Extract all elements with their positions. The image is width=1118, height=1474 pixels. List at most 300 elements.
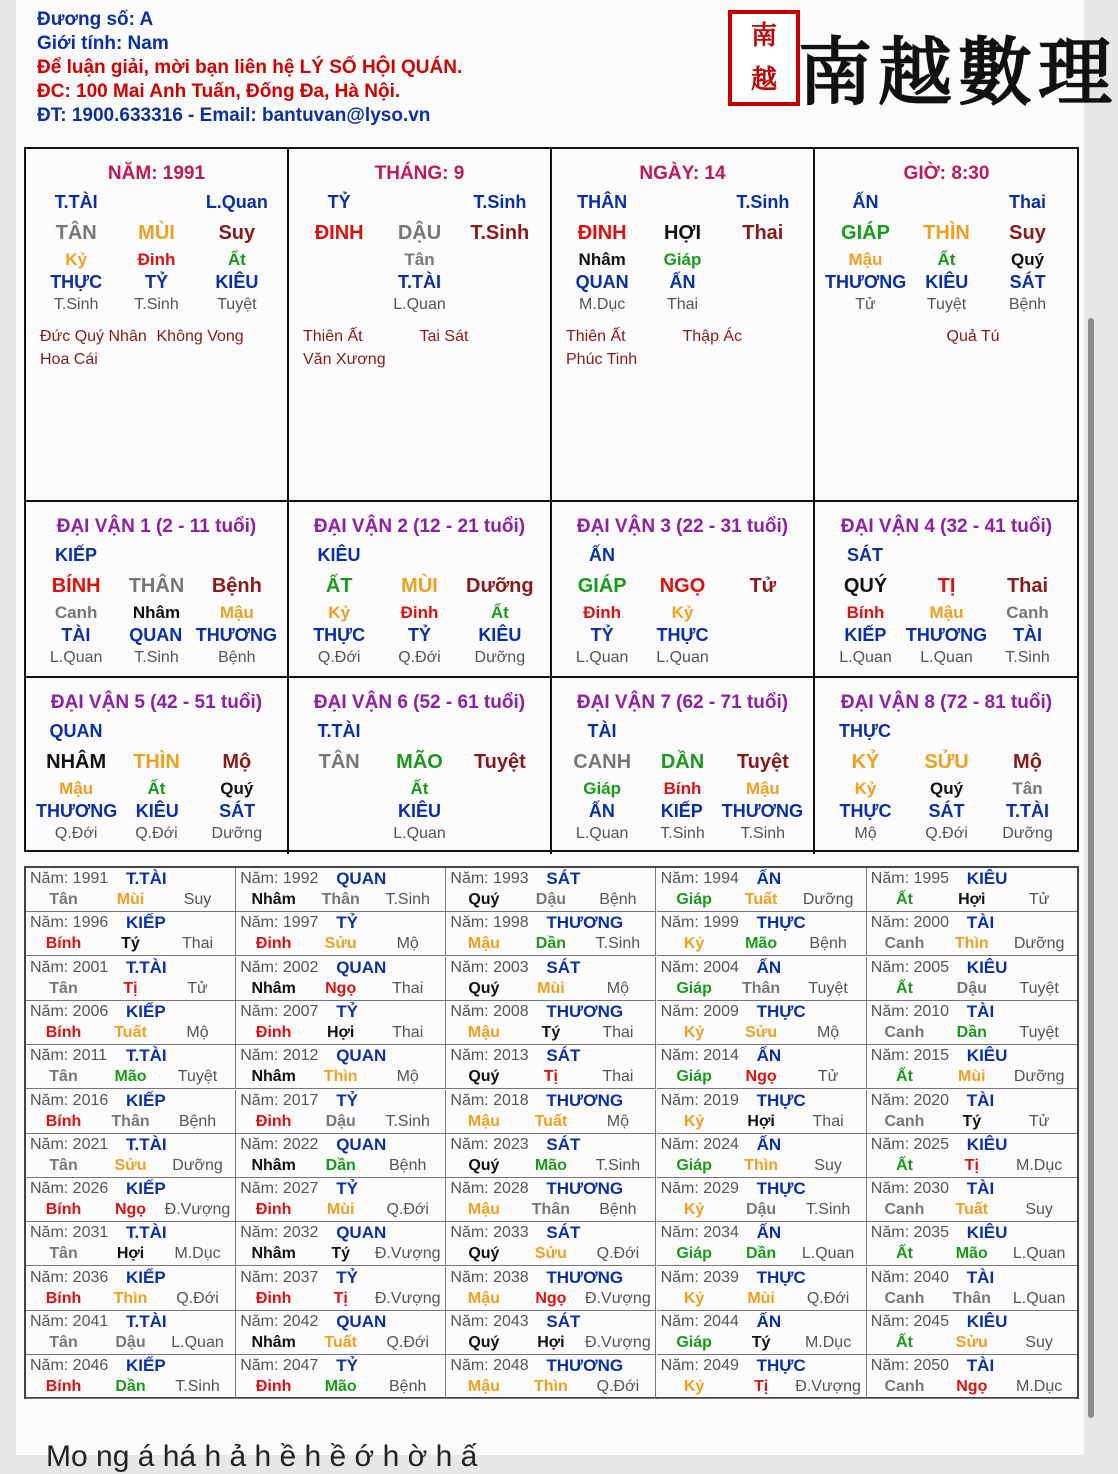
year-cell: [236, 1134, 446, 1178]
year-phase: M.Dục: [804, 1334, 852, 1351]
hidden-god: TÀI: [1013, 625, 1043, 645]
hidden-stem: [299, 778, 379, 800]
year-phase: Đ.Vượng: [374, 1289, 441, 1307]
year-cell: [657, 1045, 867, 1089]
year-phase: L.Quan: [1012, 1289, 1066, 1307]
star-name: Hoa Cái: [40, 351, 98, 368]
dai-van-god-row: [815, 540, 1078, 570]
hidden-phase-row: [815, 293, 1078, 317]
year-stem: Mậu: [467, 1289, 500, 1307]
year-branch: Hợi: [747, 1112, 775, 1130]
hidden-phase: Tử: [855, 296, 876, 313]
star-name: [420, 348, 537, 371]
year-pillar: [867, 933, 1077, 954]
year-god: KIÊU: [966, 1134, 1008, 1154]
year-branch: Dậu: [956, 979, 987, 997]
year-stem: Nhâm: [251, 1245, 296, 1263]
hidden-god: SÁT: [928, 801, 965, 821]
year-header: [657, 912, 866, 933]
hidden-phase: L.Quan: [575, 649, 629, 666]
year-pillar: [657, 1022, 866, 1043]
year-label: Năm: 1994: [660, 870, 739, 887]
year-stem: Nhâm: [251, 1334, 296, 1351]
year-phase: Đ.Vượng: [795, 1378, 861, 1396]
year-label: Năm: 2038: [450, 1268, 529, 1286]
year-branch: Tị: [543, 1068, 558, 1086]
year-header: [867, 868, 1077, 889]
year-phase: Q.Đới: [386, 1201, 429, 1219]
dai-van-title: ĐẠI VẬN 5 (42 - 51 tuổi): [50, 692, 263, 713]
hidden-phase: L.Quan: [839, 649, 892, 666]
hidden-phase: Q.Đới: [925, 825, 968, 842]
year-branch: Mão: [534, 1156, 567, 1174]
hidden-stem: [299, 249, 379, 271]
heavenly-stem: ĐINH: [577, 222, 627, 244]
hidden-stem: Quý: [929, 779, 964, 798]
footer-partial-text: Mo ng á há h ả h ề h ề ớ h ờ h ấ: [46, 1440, 478, 1473]
year-label: Năm: 2020: [870, 1091, 950, 1109]
year-label: Năm: 2047: [240, 1357, 319, 1375]
year-pillar: [26, 1066, 235, 1087]
star-name: Thiên Ất: [303, 328, 363, 345]
year-label: Năm: 2036: [30, 1268, 109, 1286]
year-pillar: [867, 978, 1077, 999]
year-cell: [446, 1311, 656, 1355]
year-god: TÀI: [966, 1090, 995, 1110]
dai-van-title: ĐẠI VẬN 8 (72 - 81 tuổi): [840, 692, 1053, 713]
year-header: [236, 1045, 445, 1066]
year-label: Năm: 2007: [240, 1002, 319, 1020]
year-label: Năm: 2018: [450, 1091, 529, 1109]
year-header: [26, 868, 235, 889]
year-label: Năm: 2003: [450, 958, 529, 976]
year-label: Năm: 2014: [660, 1047, 739, 1065]
year-god: TỶ: [336, 1001, 358, 1021]
contact-address: ĐC: 100 Mai Anh Tuấn, Đống Đa, Hà Nội.: [37, 81, 401, 102]
year-stem: Kỷ: [683, 1112, 705, 1130]
pillar-gods-row: [289, 187, 550, 217]
year-pillar: [236, 1243, 445, 1264]
year-phase: Thai: [181, 935, 214, 953]
year-stem: Quý: [468, 1156, 500, 1174]
year-branch: Ngọ: [956, 1378, 988, 1396]
year-header: [657, 1178, 866, 1199]
year-stem: Tân: [49, 1334, 78, 1351]
hidden-phase: [460, 293, 540, 317]
year-phase: Mộ: [816, 1023, 840, 1041]
year-cell: [236, 1178, 446, 1222]
year-label: Năm: 2000: [870, 914, 950, 932]
hidden-phase: L.Quan: [49, 649, 103, 666]
year-label: Năm: 1996: [30, 914, 109, 932]
dai-van-title: ĐẠI VẬN 6 (52 - 61 tuổi): [313, 692, 526, 713]
hidden-stem: Canh: [54, 603, 98, 622]
year-cell: [236, 1355, 446, 1399]
dai-van-cell: [815, 678, 1078, 854]
year-god: SÁT: [546, 1046, 581, 1066]
year-label: Năm: 2025: [870, 1135, 950, 1153]
hidden-stem: Giáp: [663, 250, 702, 269]
heavenly-stem: QUÝ: [843, 575, 888, 597]
dai-van-stem-branch-row: [289, 570, 550, 602]
hidden-stem: Kỷ: [328, 603, 351, 622]
hidden-god: THƯƠNG: [195, 625, 277, 645]
year-cell: [657, 1311, 867, 1355]
year-branch: Tý: [751, 1334, 771, 1351]
year-stem: Giáp: [676, 1156, 712, 1174]
year-cell: [867, 1134, 1077, 1178]
special-stars: [26, 317, 287, 379]
year-cell: [446, 1178, 656, 1222]
year-stem: Bính: [45, 935, 82, 953]
year-header: [26, 1134, 235, 1155]
year-header: [236, 1355, 445, 1376]
year-cell: [236, 1311, 446, 1355]
year-stem: Nhâm: [251, 891, 296, 908]
life-phase: Suy: [1009, 222, 1046, 244]
year-phase: Dưỡng: [1013, 1068, 1065, 1086]
year-cell: [446, 868, 656, 912]
earthly-branch: DẦN: [660, 751, 705, 773]
year-phase: Tuyệt: [808, 979, 848, 997]
year-god: KIẾP: [126, 1356, 166, 1376]
hidden-phase: Tuyệt: [926, 296, 967, 313]
hidden-phase: Bệnh: [218, 649, 256, 666]
brand-logo: [728, 10, 1118, 116]
year-stem: Quý: [468, 891, 500, 908]
dai-van-title: ĐẠI VẬN 1 (2 - 11 tuổi): [56, 516, 257, 537]
year-god: THƯƠNG: [546, 913, 624, 933]
year-phase: Tuyệt: [177, 1068, 218, 1086]
year-branch: Dần: [115, 1378, 146, 1396]
stem-god: ẤN: [852, 192, 879, 212]
star-name: [683, 348, 800, 371]
year-label: Năm: 2026: [30, 1180, 109, 1198]
year-cell: [657, 1134, 867, 1178]
year-god: QUAN: [336, 1046, 387, 1066]
stem-god: KIÊU: [317, 545, 361, 565]
year-god: TỶ: [336, 913, 358, 933]
year-pillar: [446, 1066, 655, 1087]
year-god: ẤN: [756, 1046, 782, 1066]
year-cell: [867, 1355, 1077, 1399]
year-stem: Canh: [884, 1289, 925, 1307]
hidden-phase: T.Sinh: [53, 296, 99, 313]
year-stem: Giáp: [676, 1334, 712, 1351]
calligraphy-title: 南越數理: [798, 30, 1118, 116]
year-header: [867, 957, 1077, 978]
year-god: KIẾP: [126, 1090, 166, 1110]
year-pillar: [657, 933, 866, 954]
star-name: Thập Ác: [682, 328, 743, 345]
year-pillar: [446, 933, 655, 954]
year-god: KIÊU: [966, 1312, 1008, 1331]
year-phase: M.Dục: [1016, 1156, 1063, 1174]
hidden-gods-row: [26, 624, 287, 646]
year-pillar: [867, 1155, 1077, 1176]
hidden-phase: Thai: [666, 296, 699, 313]
year-header: [867, 1045, 1077, 1066]
year-god: SÁT: [546, 869, 581, 888]
year-header: [657, 1134, 866, 1155]
year-stem: Mậu: [467, 1378, 500, 1396]
year-label: Năm: 2023: [450, 1135, 529, 1153]
heavenly-stem: KỶ: [851, 751, 880, 773]
year-god: SÁT: [546, 1312, 581, 1331]
heavenly-stem: GIÁP: [841, 222, 890, 244]
year-god: SÁT: [546, 957, 581, 977]
red-seal-stamp: 南 越: [728, 10, 800, 106]
dai-van-stem-branch-row: [552, 570, 813, 602]
client-gender: Giới tính: Nam: [37, 33, 169, 54]
hidden-phase: L.Quan: [656, 649, 709, 666]
hidden-gods-row: [26, 271, 287, 293]
dai-van-god-row: [289, 716, 550, 746]
year-header: [446, 1178, 655, 1199]
year-label: Năm: 2043: [450, 1313, 529, 1330]
year-cell: [657, 912, 867, 956]
year-branch: Thìn: [323, 1068, 358, 1086]
year-pillar: [236, 1332, 445, 1353]
year-header: [446, 957, 655, 978]
year-header: [236, 1001, 445, 1022]
year-header: [26, 1355, 235, 1376]
year-phase: Mộ: [396, 1068, 419, 1086]
year-god: T.TÀI: [126, 1312, 167, 1331]
year-label: Năm: 2027: [240, 1180, 319, 1198]
year-phase: Tuyệt: [1019, 1023, 1059, 1041]
year-header: [867, 1267, 1077, 1288]
year-cell: [236, 1267, 446, 1311]
year-cell: [446, 1045, 656, 1089]
year-pillar: [446, 1332, 655, 1353]
year-cell: [657, 1355, 867, 1399]
year-header: [867, 1134, 1077, 1155]
year-branch: Ngọ: [535, 1289, 567, 1307]
year-branch: Tý: [331, 1245, 351, 1263]
hidden-god: T.TÀI: [397, 272, 441, 292]
year-branch: Tuất: [955, 1201, 989, 1219]
year-header: [26, 1045, 235, 1066]
dai-van-stem-branch-row: [26, 570, 287, 602]
year-header: [446, 1001, 655, 1022]
year-stem: Giáp: [676, 891, 712, 908]
year-phase: L.Quan: [171, 1334, 224, 1351]
star-name: Tai Sát: [419, 328, 469, 345]
dai-van-stem-branch-row: [289, 746, 550, 778]
earthly-branch: HỢI: [663, 222, 702, 244]
year-label: Năm: 2046: [30, 1357, 109, 1375]
year-cell: [26, 1267, 236, 1311]
year-stem: Quý: [468, 1334, 500, 1351]
year-god: QUAN: [336, 957, 387, 977]
year-phase: Tuyệt: [1019, 979, 1059, 997]
life-phase: Dưỡng: [466, 575, 534, 597]
year-god: KIẾP: [126, 913, 166, 933]
year-header: [236, 957, 445, 978]
year-branch: Ngọ: [114, 1201, 147, 1219]
year-phase: Bệnh: [599, 891, 637, 908]
year-stem: Đinh: [255, 1289, 292, 1307]
hidden-god: SÁT: [219, 801, 256, 821]
year-pillar: [657, 1376, 866, 1397]
earthly-branch: NGỌ: [659, 575, 706, 597]
hidden-gods-row: [552, 800, 813, 822]
year-phase: M.Dục: [174, 1245, 221, 1263]
year-pillar: [446, 1243, 655, 1264]
year-header: [867, 912, 1077, 933]
year-header: [446, 1045, 655, 1066]
hidden-phase: T.Sinh: [740, 825, 786, 842]
year-cell: [446, 1001, 656, 1045]
year-header: [236, 1090, 445, 1111]
hidden-phase: Bệnh: [1008, 296, 1047, 313]
hidden-stem: Tân: [1012, 779, 1043, 798]
hidden-phase-row: [552, 646, 813, 670]
year-cell: [26, 1222, 236, 1266]
year-stem: Quý: [468, 1245, 500, 1263]
year-pillar: [236, 1111, 445, 1132]
year-header: [26, 1178, 235, 1199]
year-branch: Tị: [964, 1156, 979, 1174]
dai-van-cell: [26, 678, 289, 854]
hidden-phase-row: [815, 646, 1078, 670]
year-header: [26, 1222, 235, 1243]
contact-phone-email: ĐT: 1900.633316 - Email: bantuvan@lyso.vn: [37, 105, 431, 126]
year-pillar: [867, 1111, 1077, 1132]
year-label: Năm: 2034: [660, 1224, 739, 1242]
year-god: QUAN: [336, 1312, 387, 1331]
year-pillar: [26, 1155, 235, 1176]
year-cell: [657, 1267, 867, 1311]
hidden-stem: Ất: [227, 250, 246, 269]
year-cell: [867, 957, 1077, 1001]
year-header: [867, 1090, 1077, 1111]
year-branch: Hợi: [116, 1245, 145, 1263]
scrollbar[interactable]: [1088, 318, 1094, 1418]
year-stem: Bính: [45, 1112, 82, 1130]
hidden-god: [299, 800, 379, 822]
spacer: [906, 187, 987, 217]
hidden-phase: [723, 646, 803, 670]
year-branch: Thân: [952, 1289, 991, 1307]
year-god: ẤN: [756, 1223, 782, 1243]
year-header: [26, 1267, 235, 1288]
year-cell: [26, 1355, 236, 1399]
year-phase: Q.Đới: [596, 1378, 640, 1396]
year-label: Năm: 2009: [660, 1002, 739, 1020]
year-label: Năm: 2042: [240, 1313, 319, 1330]
year-pillar: [26, 1376, 235, 1397]
year-phase: T.Sinh: [175, 1378, 220, 1396]
year-stem: Nhâm: [251, 979, 296, 997]
hidden-god: KIÊU: [925, 272, 969, 292]
year-branch: Sửu: [114, 1156, 147, 1174]
year-header: [657, 1001, 866, 1022]
year-god: KIẾP: [126, 1179, 166, 1199]
star-name: [157, 348, 274, 371]
year-pillar: [657, 1155, 866, 1176]
year-pillar: [867, 1376, 1077, 1397]
hidden-phase: Dưỡng: [474, 649, 526, 666]
hidden-phase: [723, 293, 803, 317]
annual-luck-table: [24, 866, 1079, 1399]
year-god: THƯƠNG: [546, 1356, 624, 1376]
hidden-god: THƯƠNG: [905, 625, 988, 645]
client-name: Đương số: A: [37, 9, 154, 30]
year-phase: Mộ: [606, 1112, 629, 1130]
earthly-branch: THÌN: [923, 222, 970, 244]
hidden-phase: L.Quan: [920, 649, 973, 666]
year-pillar: [657, 1288, 866, 1309]
year-stem: Bính: [45, 1201, 82, 1219]
year-branch: Sửu: [324, 935, 357, 953]
year-header: [867, 1222, 1077, 1243]
year-god: THƯƠNG: [546, 1090, 624, 1110]
star-name: Phúc Tinh: [566, 351, 638, 368]
year-phase: T.Sinh: [595, 935, 641, 953]
hidden-phase-row: [289, 822, 550, 846]
pillar-cell: [815, 149, 1078, 502]
year-phase: Đ.Vượng: [164, 1201, 231, 1219]
year-phase: Dưỡng: [1013, 935, 1065, 953]
year-god: ẤN: [756, 869, 782, 888]
branch-god: T.Sinh: [736, 192, 790, 212]
year-pillar: [446, 978, 655, 999]
year-stem: Bính: [45, 1289, 82, 1307]
year-god: THỰC: [756, 1090, 806, 1110]
hidden-stems-row: [552, 602, 813, 624]
hidden-stem: Đinh: [137, 250, 176, 269]
year-cell: [867, 1090, 1077, 1134]
year-branch: Dần: [745, 1245, 777, 1263]
year-header: [26, 1090, 235, 1111]
year-header: [867, 1001, 1077, 1022]
dai-van-god-row: [552, 540, 813, 570]
year-phase: Suy: [814, 1156, 842, 1174]
year-god: KIÊU: [966, 1046, 1008, 1066]
year-cell: [867, 1267, 1077, 1311]
year-cell: [657, 1222, 867, 1266]
report-header: [37, 8, 462, 128]
year-header: [236, 1222, 445, 1243]
year-branch: Thân: [741, 979, 781, 997]
year-label: Năm: 2008: [450, 1002, 529, 1020]
life-phase: Bệnh: [211, 575, 262, 597]
year-phase: Dưỡng: [802, 891, 854, 908]
year-cell: [657, 1178, 867, 1222]
year-cell: [867, 1045, 1077, 1089]
year-pillar: [26, 933, 235, 954]
year-cell: [867, 1311, 1077, 1355]
year-branch: Thân: [531, 1201, 570, 1219]
year-god: TÀI: [966, 1356, 995, 1376]
hidden-god: ẤN: [669, 272, 696, 292]
year-cell: [446, 957, 656, 1001]
hidden-stem: Giáp: [583, 779, 622, 798]
hidden-stems-row: [552, 249, 813, 271]
hidden-stems-row: [26, 778, 287, 800]
year-pillar: [867, 1288, 1077, 1309]
hidden-phase: Mộ: [854, 825, 877, 842]
year-header: [236, 1178, 445, 1199]
special-stars: [815, 317, 1078, 379]
year-phase: Bệnh: [389, 1378, 427, 1396]
year-cell: [236, 1045, 446, 1089]
hidden-gods-row: [815, 271, 1078, 293]
stem-god: TÀI: [587, 721, 617, 741]
year-god: THỰC: [756, 913, 806, 933]
